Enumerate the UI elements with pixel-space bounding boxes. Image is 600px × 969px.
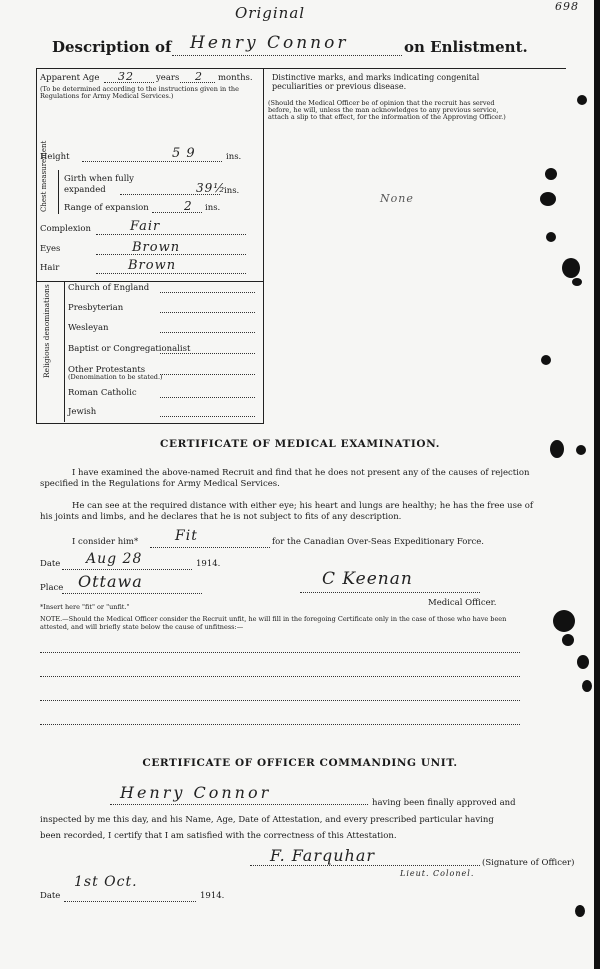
religious-label: Religious denominations <box>42 284 51 378</box>
officer-year: 1914. <box>200 891 225 901</box>
religion-item: Roman Catholic <box>68 388 137 398</box>
age-label: Apparent Age <box>40 73 100 83</box>
officer-name-value: Henry Connor <box>120 783 272 802</box>
months-label: months. <box>218 73 253 83</box>
medical-year: 1914. <box>196 559 221 569</box>
page-number: 698 <box>555 0 579 13</box>
officer-date-label: Date <box>40 891 61 901</box>
complexion-label: Complexion <box>40 224 91 234</box>
medical-para1: I have examined the above-named Recruit and find that he does not present any of the causes of rejection specified in the Regulations for Army Medical Services. <box>40 468 530 489</box>
medical-note: NOTE.—Should the Medical Officer consider the Recruit unfit, he will fill in the foregoing Certificate only in the case of those who have been attested, and will briefly state below the cause of unfitness:— <box>40 615 507 631</box>
girth-label: Girth when fully expanded <box>64 174 134 195</box>
consider-suffix: for the Canadian Over-Seas Expeditionary Force. <box>272 537 484 547</box>
religion-item: Church of England <box>68 283 150 293</box>
binder-hole-mark <box>562 634 574 646</box>
chest-label: Chest measurement <box>40 140 48 212</box>
officer-rank: Lieut. Colonel. <box>400 869 475 878</box>
religion-item: Other Protestants <box>68 365 146 375</box>
girth-value: 39½ <box>196 181 226 195</box>
medical-signature: C Keenan <box>322 569 413 589</box>
scan-edge <box>594 0 600 969</box>
binder-hole-mark <box>546 232 556 242</box>
hair-value: Brown <box>128 258 177 273</box>
title-right: on Enlistment. <box>404 38 528 56</box>
officer-signature: F. Farquhar <box>270 846 376 865</box>
age-note: (To be determined according to the instructions given in the Regulations for Army Medical Services.) <box>40 85 239 100</box>
years-label: years <box>156 73 180 83</box>
girth-unit: ins. <box>224 186 240 196</box>
binder-hole-mark <box>577 95 587 105</box>
place-label: Place <box>40 583 64 593</box>
binder-hole-mark <box>576 445 586 455</box>
medical-title: CERTIFICATE OF MEDICAL EXAMINATION. <box>160 438 440 450</box>
binder-hole-mark <box>575 905 585 917</box>
height-label: Height <box>40 152 70 162</box>
officer-date-value: 1st Oct. <box>74 874 138 890</box>
binder-hole-mark <box>540 192 556 206</box>
binder-hole-mark <box>541 355 551 365</box>
medical-date-label: Date <box>40 559 61 569</box>
distinctive-marks-value: None <box>380 192 414 205</box>
title-name: Henry Connor <box>190 33 349 53</box>
binder-hole-mark <box>550 440 564 458</box>
original-note: Original <box>235 4 306 22</box>
officer-line2: inspected by me this day, and his Name, Age, Date of Attestation, and every prescribed particular having <box>40 815 494 825</box>
consider-prefix: I consider him* <box>72 537 139 547</box>
age-years: 32 <box>118 70 134 83</box>
height-unit: ins. <box>226 152 242 162</box>
binder-hole-mark <box>553 610 575 632</box>
eyes-label: Eyes <box>40 244 61 254</box>
binder-hole-mark <box>572 278 582 286</box>
expansion-value: 2 <box>184 199 193 213</box>
place-value: Ottawa <box>78 572 143 591</box>
medical-officer-label: Medical Officer. <box>428 598 497 608</box>
officer-line1-suffix: having been finally approved and <box>372 798 516 808</box>
binder-hole-mark <box>577 655 589 669</box>
hair-label: Hair <box>40 263 60 273</box>
eyes-value: Brown <box>132 240 181 255</box>
distinctive-marks-label: Distinctive marks, and marks indicating congenital peculiarities or previous disease. <box>272 73 480 91</box>
officer-title: CERTIFICATE OF OFFICER COMMANDING UNIT. <box>142 757 458 769</box>
binder-hole-mark <box>562 258 580 278</box>
complexion-value: Fair <box>130 219 161 234</box>
religion-item: Wesleyan <box>68 323 109 333</box>
binder-hole-mark <box>582 680 592 692</box>
expansion-label: Range of expansion <box>64 203 149 213</box>
medical-para2: He can see at the required distance with either eye; his heart and lungs are healthy; he has the free use of his joints and limbs, and he declares that he is not subject to fits of any description. <box>40 501 533 522</box>
religion-item: Jewish <box>68 407 97 417</box>
distinctive-marks-note: (Should the Medical Officer be of opinion that the recruit has served before, he will, unless the man acknowledges to any previous service, attach a slip to that effect, for the information of the Approving Officer.) <box>268 99 506 121</box>
binder-hole-mark <box>545 168 557 180</box>
officer-line3: been recorded, I certify that I am satisfied with the correctness of this Attestation. <box>40 831 397 841</box>
religion-item: Baptist or Congregationalist <box>68 344 191 354</box>
height-value: 5 9 <box>172 146 196 161</box>
medical-footnote: *Insert here "fit" or "unfit." <box>40 603 130 611</box>
age-months: 2 <box>195 70 203 83</box>
officer-signature-label: (Signature of Officer) <box>482 858 575 868</box>
expansion-unit: ins. <box>205 203 221 213</box>
religion-item: Presbyterian <box>68 303 124 313</box>
consider-value: Fit <box>175 528 198 544</box>
other-protestants-note: (Denomination to be stated.) <box>68 373 163 381</box>
medical-date-value: Aug 28 <box>86 551 143 567</box>
title-left: Description of <box>52 38 172 56</box>
